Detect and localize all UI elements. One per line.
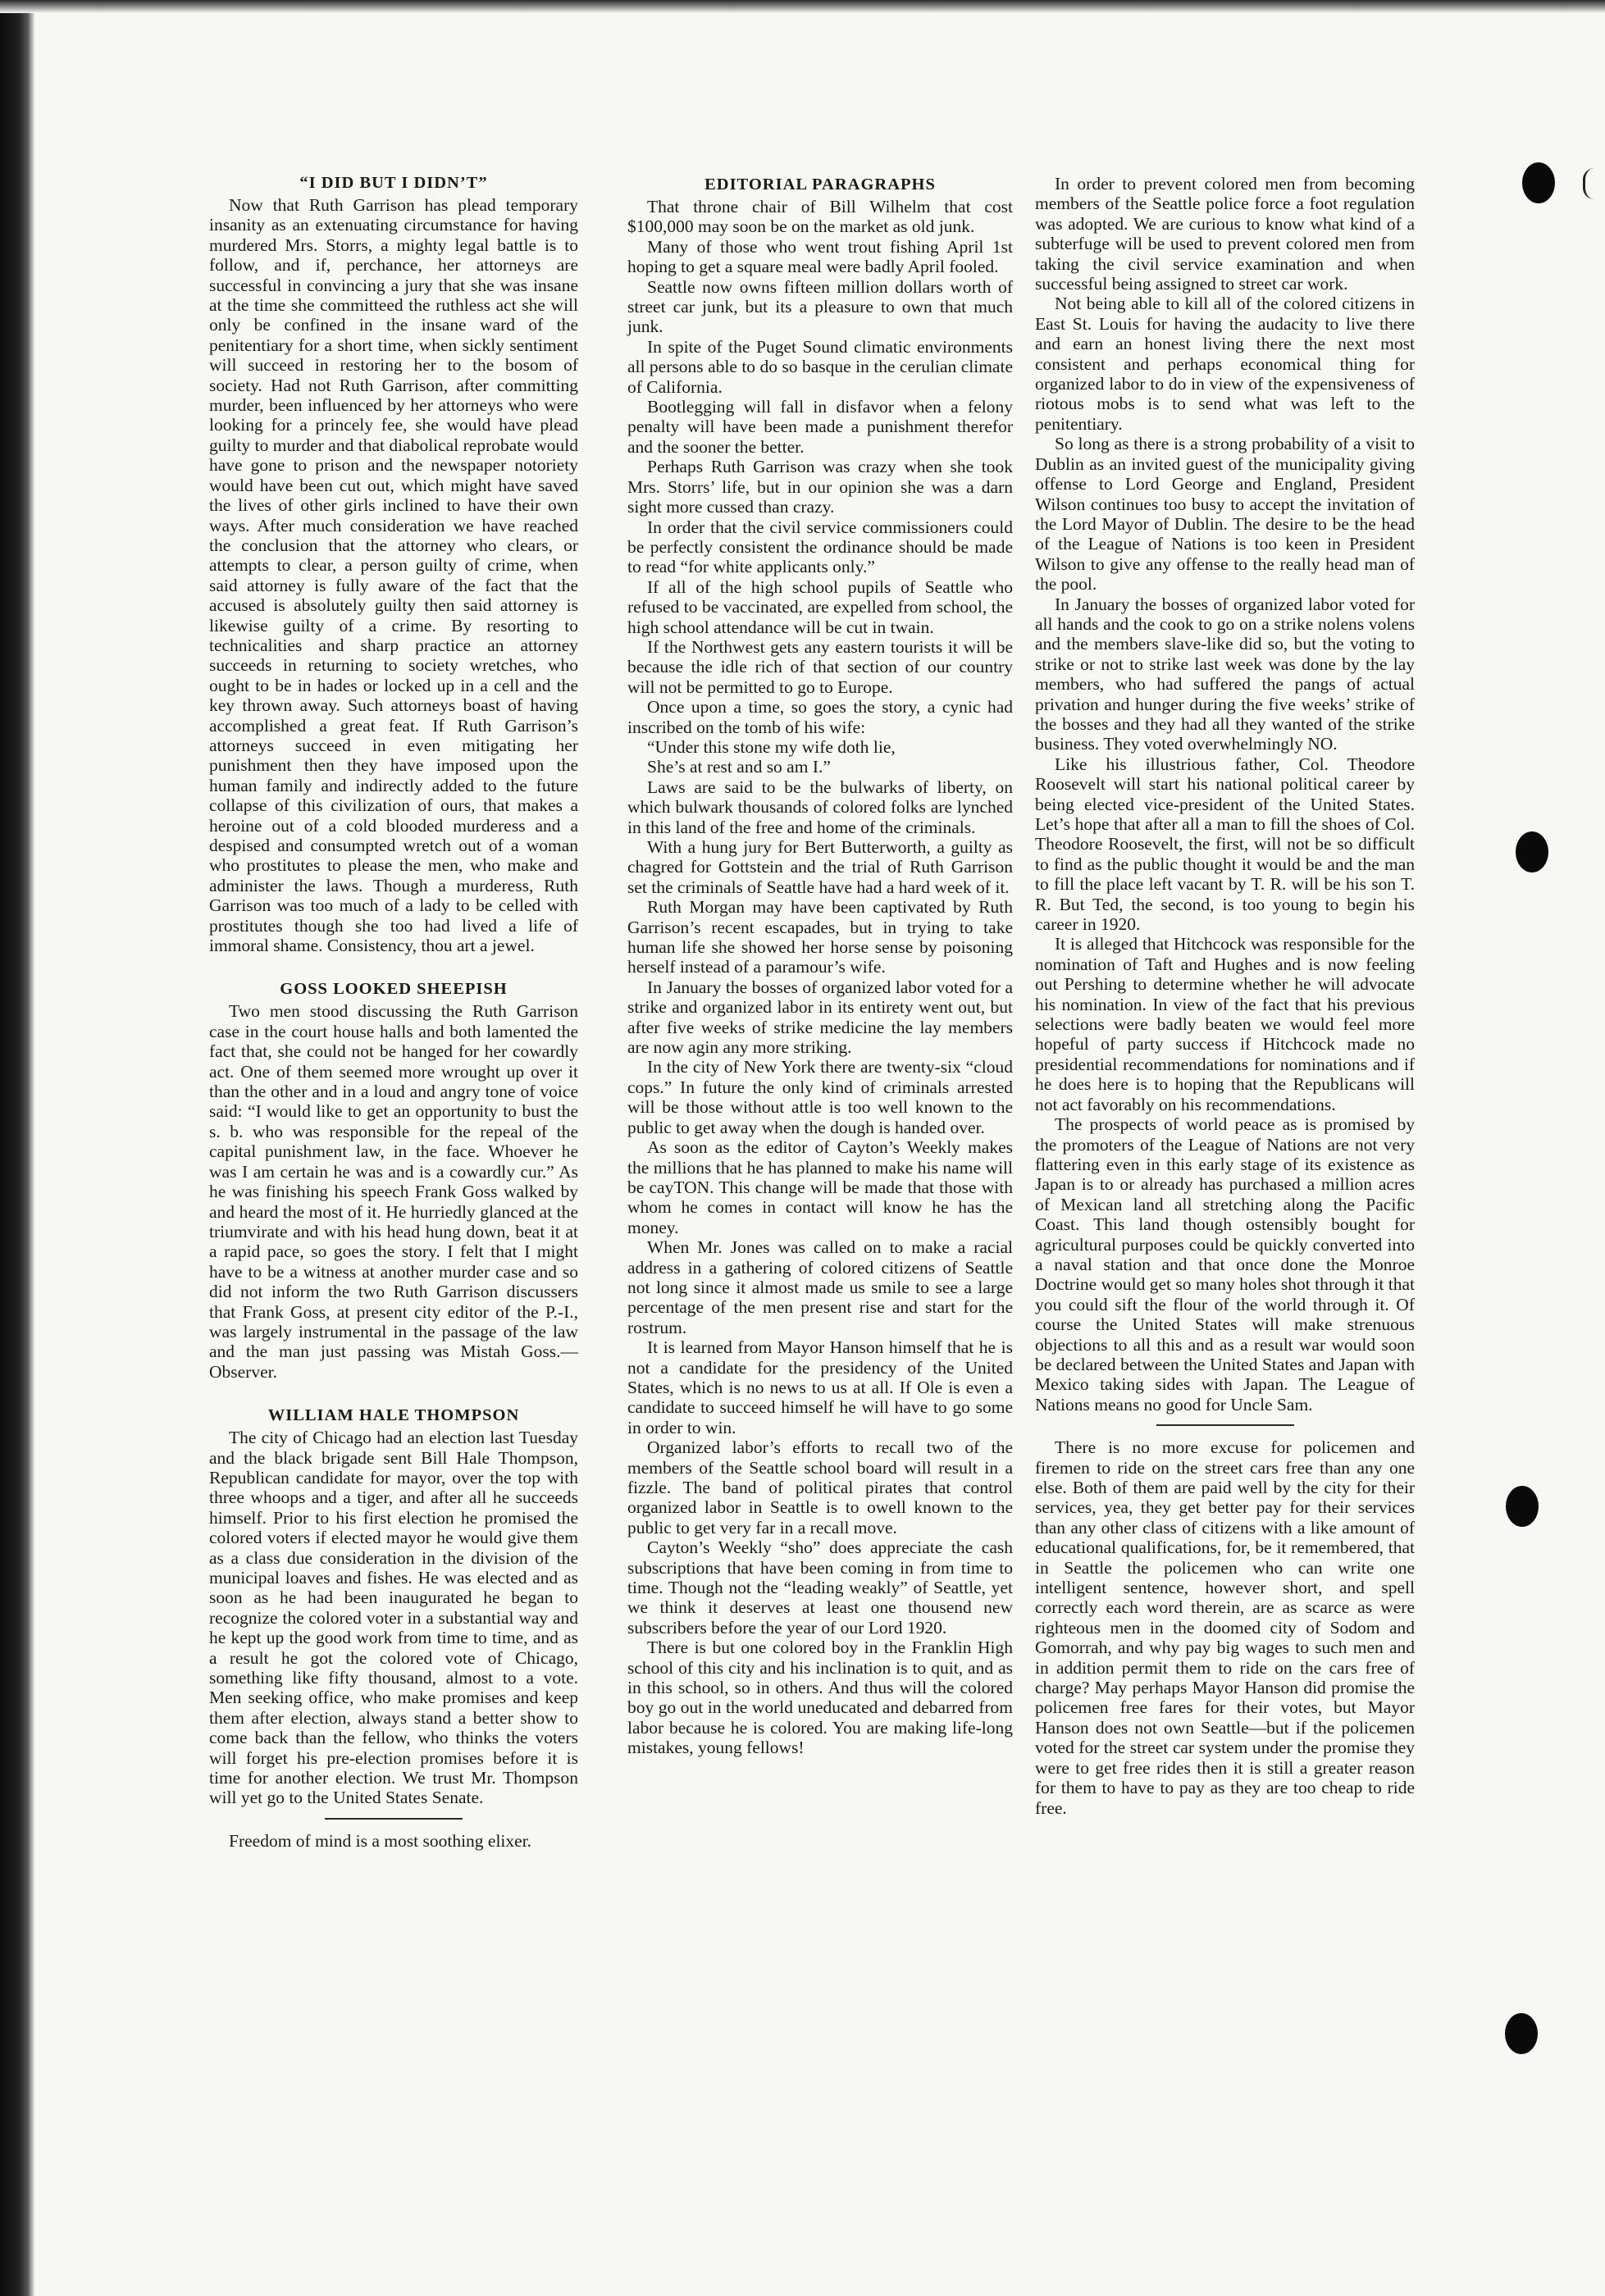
editorial-item: Seattle now owns fifteen million dollars worth of street car junk, but its a pleasure to own that much junk. [627, 276, 1013, 337]
punch-hole [1506, 1486, 1539, 1527]
verse-line: She’s at rest and so am I.” [647, 757, 831, 777]
column-middle [627, 174, 1013, 1758]
editorial-item: Cayton’s Weekly “sho” does appreciate the cash subscriptions that have been coming in from time to time. Though not the “leading weakly” of Seattle, yet we think it deserves at least one thousend new subscribers before the year of our Lord 1920. [627, 1538, 1013, 1638]
editorial-item: If all of the high school pupils of Seattle who refused to be vaccinated, are expelled from school, the high school attendance will be cut in twain. [627, 576, 1013, 637]
editorial-item: In order to prevent colored men from becoming members of the Seattle police force a foot regulation was adopted. We are curious to know what kind of a subterfuge will be used to prevent colored men from taking the civil service examination and when successful being assigned to street car work. [1035, 174, 1415, 294]
section-divider [1156, 1424, 1294, 1426]
editorial-item: Bootlegging will fall in disfavor when a felony penalty will have been made a punishment therefor and the sooner the better. [627, 397, 1013, 457]
binding-mark [1583, 168, 1597, 199]
editorial-item: That throne chair of Bill Wilhelm that cost $100,000 may soon be on the market as old junk. [627, 197, 1013, 237]
editorial-item: Perhaps Ruth Garrison was crazy when she took Mrs. Storrs’ life, but in our opinion she was a darn sight more cussed than crazy. [627, 457, 1013, 517]
editorial-item: If the Northwest gets any eastern tourists it will be because the idle rich of that section of our country will not be permitted to go to Europe. [627, 636, 1013, 697]
article-paragraph: There is no more excuse for policemen and firemen to ride on the street cars free than any one else. Both of them are paid well by the city for their services, yea, they get better pay for their services than any other class of citizens with a like amount of educational qualifications, for, be it remembered, that in Seattle the policemen who can write one intelligent sentence, however short, and spell correctly each word therein, are as scarce as were righteous men in the doomed city of Sodom and Gomorrah, and why pay big wages to such men and in addition permit them to ride on the cars free of charge? May perhaps Mayor Hanson did promise the policemen free fares for their votes, but Mayor Hanson does not own Seattle—but if the policemen voted for the street car system under the promise they were to get free rides then it is still a greater reason for them to have to pay as they are too cheap to ride free. [1035, 1437, 1415, 1818]
editorial-item: It is alleged that Hitchcock was responsible for the nomination of Taft and Hughes and is now feeling out Pershing to determine whether he will advocate his nomination. In view of the fact that his previous selections were badly beaten we would feel more hopeful of party success if Hitchcock made no presidential recommendations for nominations and if he does here is to hoping that the Republicans will not act favorably on his recommendations. [1035, 934, 1415, 1114]
scan-top-border [0, 0, 1605, 13]
editorial-item: Organized labor’s efforts to recall two of the members of the Seattle school board will result in a fizzle. The band of political pirates that control organized labor in Seattle is to owell known to the public to get very far in a recall move. [627, 1437, 1013, 1538]
editorial-item: As soon as the editor of Cayton’s Weekly makes the millions that he has planned to make his name will be cayTON. This change will be made that those with whom he comes in contact will know he has the money. [627, 1137, 1013, 1237]
article-paragraph: Now that Ruth Garrison has plead temporary insanity as an extenuating circumstance for having murdered Mrs. Storrs, a mighty legal battle is to follow, and if, perchance, her attorneys are successful in convincing a jury that she was insane at the time she committeed the ruthless act she will only be confined in the insane ward of the penitentiary for a short time, when sickly sentiment will succeed in restoring her to the bosom of society. Had not Ruth Garrison, after committing murder, been influenced by her attorneys who were looking for a princely fee, she would have plead guilty to murder and that diabolical reprobate would have gone to prison and the newspaper notoriety would have been cut out, which might have saved the lives of other girls inclined to have their own ways. After much consideration we have reached the conclusion that the attorney who clears, or attempts to clear, a person guilty of crime, when said attorney is fully aware of the fact that the accused is absolutely guilty then said attorney is likewise guilty of a crime. By resorting to technicalities and sharp practice an attorney succeeds in returning to society wretches, who ought to be in hades or locked up in a cell and the key thrown away. Such attorneys boast of having accomplished a great feat. If Ruth Garrison’s attorneys succeed in even mitigating her punishment then they have imposed upon the human family and indirectly added to the future collapse of this civilization of ours, that makes a heroine out of a cold blooded murderess and a despised and consumpted wretch out of a woman who prostitutes to please the men, who make and administer the laws. Though a murderess, Ruth Garrison was too much of a lady to be celled with prostitutes though she too had lived a life of immoral shame. Consistency, thou art a jewel. [209, 195, 578, 956]
editorial-item: The prospects of world peace as is promised by the promoters of the League of Nations are not very flattering even in this early stage of its existence as Japan is to or already has purchased a million acres of Mexican land all stretching along the Pacific Coast. This land though ostensibly bought for agricultural purposes could be quickly converted into a naval station and that once done the Monroe Doctrine would get so many holes shot through it that you could sift the flour of the world through it. Of course the United States will make strenuous objections to all this and as a result war would soon be declared between the United States and Japan with Mexico taking sides with Japan. The League of Nations means no good for Uncle Sam. [1035, 1114, 1415, 1414]
article-paragraph: Freedom of mind is a most soothing elixer. [229, 1830, 532, 1851]
editorial-item: In the city of New York there are twenty-six “cloud cops.” In future the only kind of criminals arrested will be those without attle is too well known to the public to get away when the dough is handed over. [627, 1057, 1013, 1137]
article-paragraph: The city of Chicago had an election last Tuesday and the black brigade sent Bill Hale Thompson, Republican candidate for mayor, over the top with three whoops and a tiger, and after all he succeeds himself. Prior to his first election he promised the colored voters if elected mayor he would give them as a class due consideration in the division of the municipal loaves and fishes. He was elected and as soon as he had been inaugurated he began to recognize the colored voter in a substantial way and he kept up the good work from time to time, and as a result he got the colored vote of Chicago, something like fifty thousand, almost to a vote. Men seeking office, who make promises and keep them after election, always stand a better show to come back than the fellow, who thinks the voters will forget his pre-election promises before it is time for another election. We trust Mr. Thompson will yet go to the United States Senate. [209, 1428, 578, 1808]
column-right [1035, 174, 1415, 1818]
editorial-item: Laws are said to be the bulwarks of liberty, on which bulwark thousands of colored folks are lynched in this land of the free and home of the criminals. [627, 777, 1013, 837]
editorial-item: Not being able to kill all of the colored citizens in East St. Louis for having the audacity to live there and earn an honest living there the next most consistent and perhaps economical thing for organized labor to do in view of the expensiveness of riotous mobs is to send what was left to the penitentiary. [1035, 294, 1415, 434]
verse-line: “Under this stone my wife doth lie, [647, 736, 896, 757]
punch-hole [1516, 831, 1548, 872]
article-paragraph: Two men stood discussing the Ruth Garrison case in the court house halls and both lamented the fact that, she could not be hanged for her cowardly act. One of them seemed more wrought up over it than the other and in a loud and angry tone of voice said: “I would like to get an opportunity to bust the s. b. who was responsible for the repeal of the capital punishment law, in the face. Whoever he was I am certain he was and is a cowardly cur.” As he was finishing his speech Frank Goss walked by and heard the most of it. He hurriedly glanced at the triumvirate and with his head hung down, beat it at a rapid pace, so goes the story. I felt that I might have to be a witness at another murder case and so did not inform the two Ruth Garrison discussers that Frank Goss, at present city editor of the P.-I., was largely instrumental in the passage of the law and the man just passing was Mistah Goss.—Observer. [209, 1001, 578, 1382]
editorial-item: In January the bosses of organized labor voted for all hands and the cook to go on a strike nolens volens and the members slave-like did so, but the voting to strike or not to strike last week was done by the lay members, who had suffered the pangs of actual privation and hunger during the five weeks’ strike of the bosses and they had all they wanted of the strike business. They voted overwhelmingly NO. [1035, 594, 1415, 754]
headline-editorial-paragraphs: EDITORIAL PARAGRAPHS [704, 175, 936, 194]
section-divider [325, 1818, 463, 1820]
headline-thompson: WILLIAM HALE THOMPSON [267, 1406, 520, 1425]
editorial-item: So long as there is a strong probability of a visit to Dublin as an invited guest of the municipality giving offense to Lord George and England, President Wilson continues too busy to accept the invitation of the Lord Mayor of Dublin. The desire to be the head of the League of Nations is too keen in President Wilson to give any offense to the really head man of the pool. [1035, 434, 1415, 594]
editorial-item: Like his illustrious father, Col. Theodore Roosevelt will start his national political career by being elected vice-president of the United States. Let’s hope that after all a man to fill the shoes of Col. Theodore Roosevelt, the first, will not be so difficult to find as the public thought it would be and the man to fill the place left vacant by T. R. will be his son T. R. But Ted, the second, is too young to begin his career in 1920. [1035, 754, 1415, 935]
editorial-item: Ruth Morgan may have been captivated by Ruth Garrison’s recent escapades, but in trying to take human life she showed her horse sense by poisoning herself instead of a paramour’s wife. [627, 897, 1013, 977]
punch-hole [1505, 2013, 1538, 2054]
editorial-item: In order that the civil service commissioners could be perfectly consistent the ordinance should be made to read “for white applicants only.” [627, 517, 1013, 577]
editorial-item: It is learned from Mayor Hanson himself that he is not a candidate for the presidency of the United States, which is no news to us at all. If Ole is even a candidate to succeed himself he will have to go some in order to win. [627, 1337, 1013, 1437]
headline-did-but-didnt: “I DID BUT I DIDN’T” [299, 174, 488, 192]
editorial-item: There is but one colored boy in the Franklin High school of this city and his inclination is to quit, and as in this school, so in others. And thus will the colored boy go out in the world uneducated and debarred from labor because he is colored. You are making life-long mistakes, young fellows! [627, 1638, 1013, 1758]
editorial-item: In spite of the Puget Sound climatic environments all persons able to do so basque in the cerulian climate of California. [627, 336, 1013, 397]
editorial-item: When Mr. Jones was called on to make a racial address in a gathering of colored citizens of Seattle not long since it almost made us smile to see a large percentage of the men present rise and start for the rostrum. [627, 1237, 1013, 1337]
editorial-item: Many of those who went trout fishing April 1st hoping to get a square meal were badly April fooled. [627, 236, 1013, 277]
editorial-item: Once upon a time, so goes the story, a cynic had inscribed on the tomb of his wife: [627, 697, 1013, 737]
column-left [209, 172, 578, 1851]
headline-goss: GOSS LOOKED SHEEPISH [280, 980, 508, 999]
scan-dark-border [0, 0, 34, 2296]
editorial-item: In January the bosses of organized labor voted for a strike and organized labor in its entirety went out, but after five weeks of strike medicine the lay members are now agin any more striking. [627, 977, 1013, 1058]
editorial-item: With a hung jury for Bert Butterworth, a guilty as chagred for Gottstein and the trial of Ruth Garrison set the criminals of Seattle have had a hard week of it. [627, 837, 1013, 897]
punch-hole [1522, 162, 1555, 203]
